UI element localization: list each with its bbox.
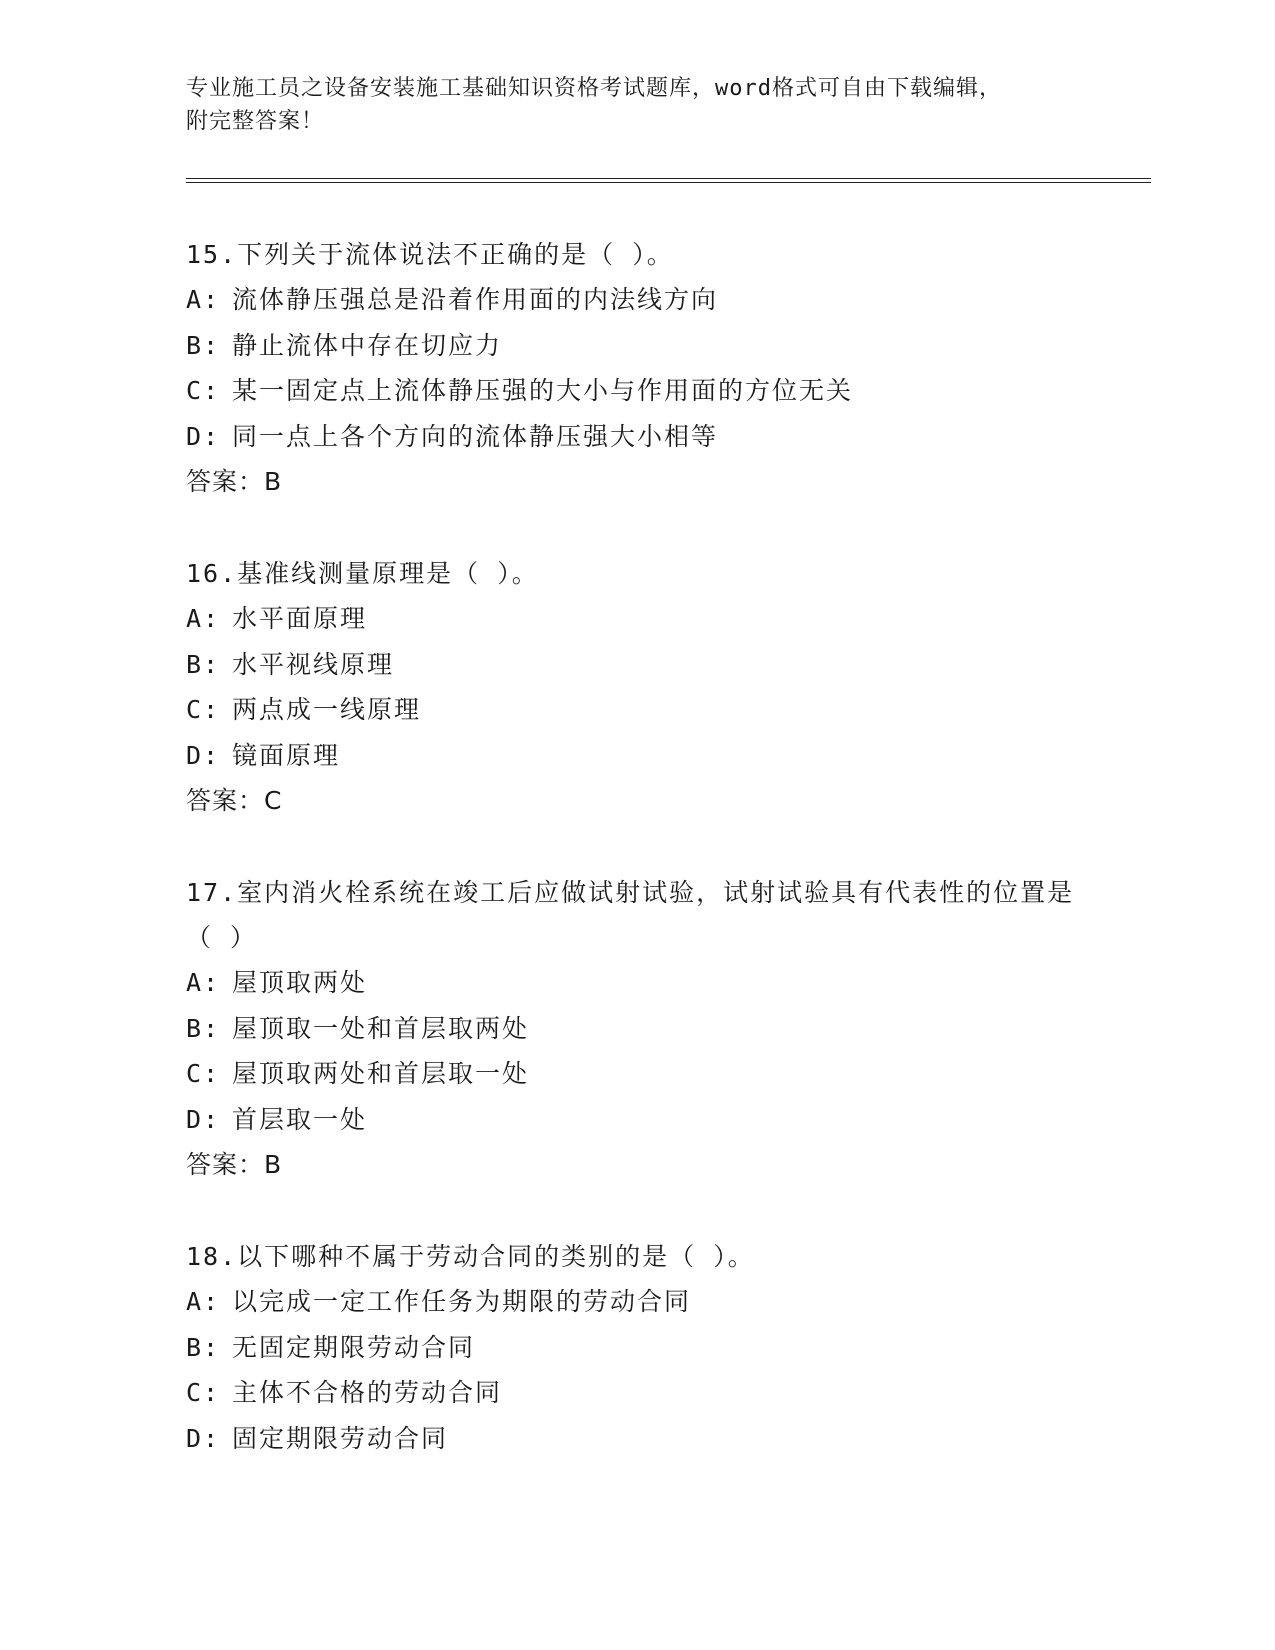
option-text: 屋顶取一处和首层取两处 [232, 1013, 530, 1043]
option-c [186, 368, 1146, 414]
option-a [186, 960, 1146, 1006]
spacer [186, 823, 1146, 870]
option-text: 流体静压强总是沿着作用面的内法线方向 [232, 285, 719, 314]
option-d [186, 1097, 1146, 1143]
option-text: 屋顶取两处 [232, 968, 368, 997]
question-17 [186, 870, 1146, 1187]
option-letter: B: [186, 1332, 221, 1362]
header-line-1: 专业施工员之设备安装施工基础知识资格考试题库，word格式可自由下载编辑， [186, 76, 1002, 101]
question-stem: 16.基准线测量原理是（ ）。 [186, 559, 539, 588]
option-text: 水平面原理 [232, 604, 368, 633]
option-text: 首层取一处 [232, 1104, 368, 1134]
header-double-rule [186, 178, 1151, 183]
option-a [186, 596, 1146, 642]
option-letter: D: [186, 1104, 221, 1134]
option-a [186, 277, 1146, 323]
option-b [186, 1006, 1146, 1052]
option-letter: D: [186, 1423, 221, 1453]
document-header [186, 72, 1086, 138]
option-text: 水平视线原理 [232, 649, 395, 679]
spacer [186, 504, 1146, 551]
question-stem: 15.下列关于流体说法不正确的是（ ）。 [186, 240, 674, 269]
option-text: 无固定期限劳动合同 [232, 1332, 476, 1362]
option-letter: C: [186, 1059, 221, 1088]
option-text: 以完成一定工作任务为期限的劳动合同 [232, 1287, 692, 1316]
question-stem: 17.室内消火栓系统在竣工后应做试射试验，试射试验具有代表性的位置是（ ） [186, 878, 1075, 952]
option-c [186, 1370, 1146, 1416]
option-letter: B: [186, 649, 221, 679]
option-c [186, 1051, 1146, 1097]
option-text: 静止流体中存在切应力 [232, 330, 503, 360]
option-d [186, 1416, 1146, 1462]
option-letter: C: [186, 695, 221, 724]
question-16 [186, 551, 1146, 823]
option-text: 主体不合格的劳动合同 [232, 1378, 503, 1407]
option-letter: A: [186, 604, 221, 633]
question-18 [186, 1234, 1146, 1461]
option-letter: D: [186, 740, 221, 770]
answer-line: 答案：C [186, 786, 283, 815]
option-d [186, 414, 1146, 460]
question-list [186, 232, 1146, 1461]
option-text: 屋顶取两处和首层取一处 [232, 1059, 530, 1088]
option-text: 某一固定点上流体静压强的大小与作用面的方位无关 [232, 376, 854, 405]
spacer [186, 1187, 1146, 1234]
option-b [186, 1325, 1146, 1371]
option-letter: A: [186, 1287, 221, 1316]
option-letter: B: [186, 330, 221, 360]
option-text: 同一点上各个方向的流体静压强大小相等 [232, 421, 719, 451]
option-letter: C: [186, 1378, 221, 1407]
option-letter: D: [186, 421, 221, 451]
option-text: 镜面原理 [232, 740, 341, 770]
option-letter: A: [186, 285, 221, 314]
option-text: 固定期限劳动合同 [232, 1423, 449, 1453]
option-letter: A: [186, 968, 221, 997]
option-c [186, 687, 1146, 733]
answer-line: 答案：B [186, 1150, 283, 1179]
option-a [186, 1279, 1146, 1325]
option-letter: B: [186, 1013, 221, 1043]
option-letter: C: [186, 376, 221, 405]
question-15 [186, 232, 1146, 504]
option-b [186, 323, 1146, 369]
answer-line: 答案：B [186, 467, 283, 496]
option-b [186, 642, 1146, 688]
header-line-2: 附完整答案！ [186, 109, 325, 134]
option-d [186, 733, 1146, 779]
question-stem: 18.以下哪种不属于劳动合同的类别的是（ ）。 [186, 1242, 755, 1271]
option-text: 两点成一线原理 [232, 695, 422, 724]
